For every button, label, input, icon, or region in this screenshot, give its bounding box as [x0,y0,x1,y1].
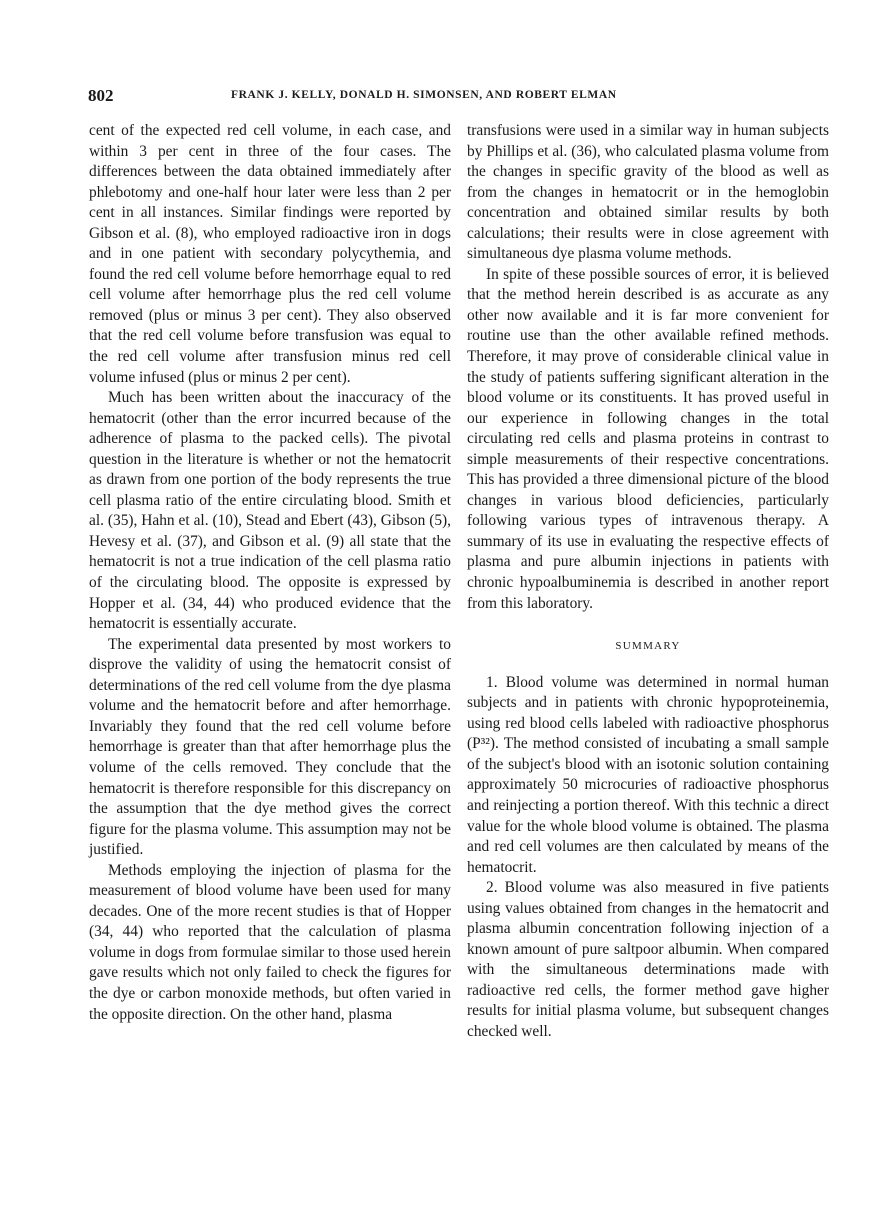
paragraph: transfusions were used in a similar way in human subjects by Phillips et al. (36), who calculated plasma volume from the changes in specific gravity of the blood as well as from the changes in hematocrit or in the hemoglobin concentration and obtained similar results by both calculations; their results were in close agreement with simultaneous dye plasma volume methods. [467,122,829,263]
left-column [89,121,451,1025]
right-column [467,121,829,1043]
paragraph: In spite of these possible sources of error, it is believed that the method herein described is as accurate as any other now available and it is far more convenient for routine use than the other available refined methods. Therefore, it may prove of considerable clinical value in the study of patients suffering significant alteration in the blood volume or its constituents. It has proved useful in our experience in following changes in the total circulating red cells and plasma proteins in contrast to simple measurements of their respective concentrations. This has provided a three dimensional picture of the blood changes in various blood deficiencies, particularly following various types of intravenous therapy. A summary of its use in evaluating the respective effects of plasma and pure albumin injections in patients with chronic hypoalbuminemia is described in another report from this laboratory. [467,265,829,612]
paragraph: Much has been written about the inaccuracy of the hematocrit (other than the error incurred because of the adherence of plasma to the packed cells). The pivotal question in the literature is whether or not the hematocrit as drawn from one portion of the body represents the true cell plasma ratio of the entire circulating blood. Smith et al. (35), Hahn et al. (10), Stead and Ebert (43), Gibson (5), Hevesy et al. (37), and Gibson et al. (9) all state that the hematocrit is not a true indication of the cell plasma ratio of the circulating blood. The opposite is expressed by Hopper et al. (34, 44) who produced evidence that the hematocrit is essentially accurate. [89,389,451,633]
page-number: 802 [88,86,114,105]
paragraph: Methods employing the injection of plasma for the measurement of blood volume have been used for many decades. One of the more recent studies is that of Hopper (34, 44) who reported that the calculation of plasma volume in dogs from formulae similar to those used herein gave results which not only failed to check the figures for the dye or carbon monoxide methods, but often varied in the opposite direction. On the other hand, plasma [89,861,451,1023]
summary-item: 1. Blood volume was determined in normal human subjects and in patients with chronic hypoproteinemia, using red blood cells labeled with radioactive phosphorus (P³²). The method consisted of incubating a small sample of the subject's blood with an isotonic solution containing approximately 50 microcuries of radioactive phosphorus and reinjecting a portion thereof. With this technic a direct value for the whole blood volume is obtained. The plasma and red cell volumes are then calculated by means of the hematocrit. [467,673,829,876]
running-head: FRANK J. KELLY, DONALD H. SIMONSEN, AND ROBERT ELMAN [231,89,617,101]
summary-heading: SUMMARY [615,640,681,653]
paragraph: cent of the expected red cell volume, in each case, and within 3 per cent in three of the four cases. The differences between the data obtained immediately after phlebotomy and one-half hour later were less than 2 per cent in all instances. Similar findings were reported by Gibson et al. (8), who employed radioactive iron in dogs and in one patient with secondary polycythemia, and found the red cell volume before hemorrhage equal to red cell volume after hemorrhage plus the red cell volume removed (plus or minus 3 per cent). They also observed that the red cell volume before transfusion was equal to the red cell volume after transfusion minus red cell volume infused (plus or minus 2 per cent). [89,122,451,386]
paragraph: The experimental data presented by most workers to disprove the validity of using the hematocrit consist of determinations of the red cell volume from the dye plasma volume and the hematocrit before and after hemorrhage. Invariably they found that the red cell volume before hemorrhage is greater than that after hemorrhage plus the volume of the cells removed. They conclude that the hematocrit is therefore responsible for this discrepancy on the assumption that the dye method gives the correct figure for the plasma volume. This assumption may not be justified. [89,635,451,859]
summary-item: 2. Blood volume was also measured in five patients using values obtained from changes in the hematocrit and plasma albumin concentration following injection of a known amount of pure saltpoor albumin. When compared with the simultaneous determinations made with radioactive red cells, the former method gave higher results for initial plasma volume, but subsequent changes checked well. [467,879,829,1040]
page-header [88,86,828,108]
